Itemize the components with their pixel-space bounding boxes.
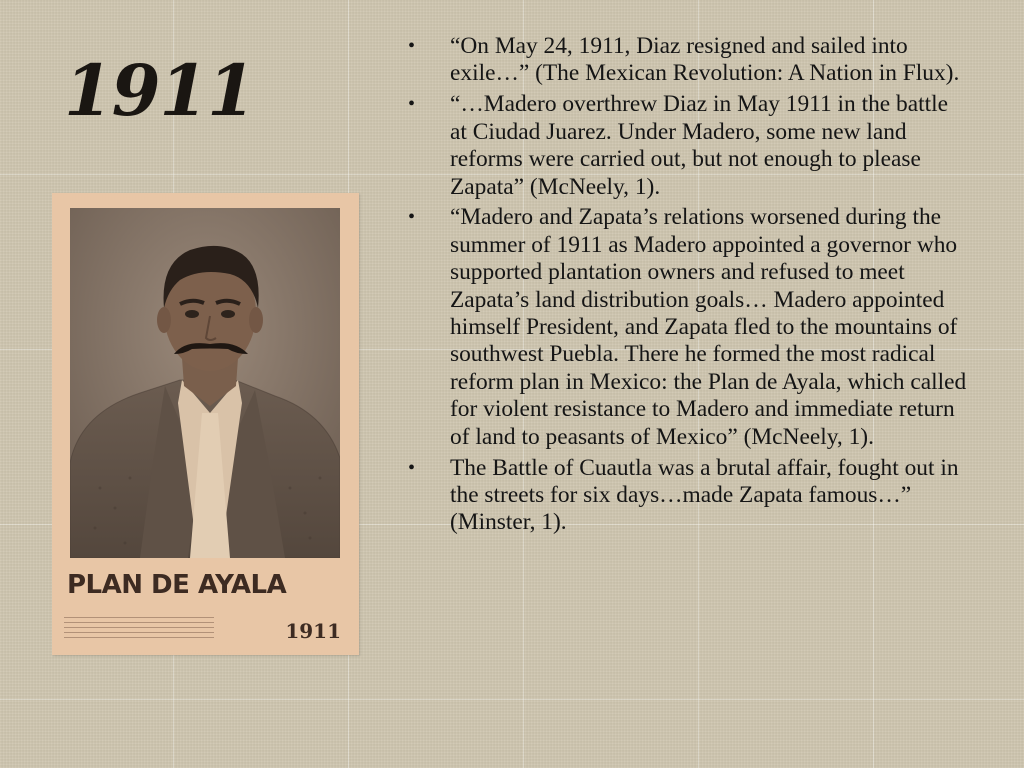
bullet-item xyxy=(408,204,968,451)
bullet-dot-icon: • xyxy=(408,456,416,479)
poster-fineprint xyxy=(64,617,214,639)
bullet-dot-icon: • xyxy=(408,206,416,229)
bullet-dot-icon: • xyxy=(408,93,416,116)
bullet-text: “Madero and Zapata’s relations worsened during the summer of 1911 as Madero appointed a governor who supported plantation owners and refused to meet Zapata’s land distribution goals… Madero appointed himself President, and Zapata fled to the mountains of southwest Puebla. There he formed the most radical reform plan in Mexico: the Plan de Ayala, which called for violent resistance to Madero and immediate return of land to peasants of Mexico” (McNeely, 1). xyxy=(450,204,967,450)
poster-year: 1911 xyxy=(285,619,341,643)
bullet-text: The Battle of Cuautla was a brutal affair, fought out in the streets for six days…made Zapata famous…” (Minster, 1). xyxy=(450,454,959,536)
slide-title: 1911 xyxy=(64,49,255,132)
poster-heading: PLAN DE AYALA xyxy=(67,570,287,600)
bullet-dot-icon: • xyxy=(408,35,416,57)
bullet-text: “…Madero overthrew Diaz in May 1911 in the battle at Ciudad Juarez. Under Madero, some new land reforms were carried out, but not enough to please Zapata” (McNeely, 1). xyxy=(450,91,948,200)
portrait-illustration xyxy=(70,208,340,558)
bullet-item xyxy=(408,33,968,88)
plan-de-ayala-poster xyxy=(52,193,359,655)
bullet-item xyxy=(408,91,968,201)
bullet-list xyxy=(408,33,968,540)
bullet-item xyxy=(408,455,968,537)
portrait-photo xyxy=(70,208,340,558)
bullet-text: “On May 24, 1911, Diaz resigned and sailed into exile…” (The Mexican Revolution: A Nation in Flux). xyxy=(450,33,960,87)
